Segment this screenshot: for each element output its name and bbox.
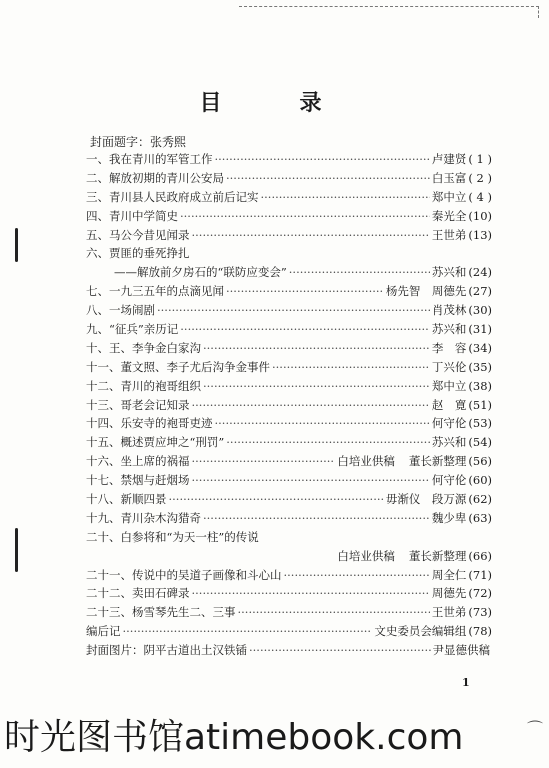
toc-entry[interactable]: 十五、概述贾应坤之“刑罚” ····· 苏兴和 (54): [86, 434, 492, 453]
table-of-contents: [86, 151, 492, 661]
toc-entry[interactable]: 二十二、卖田石碑录 ····· 周德先 (72): [86, 585, 492, 604]
binding-mark: [15, 528, 18, 572]
toc-entry[interactable]: 五、马公今昔见闻录 ····· 王世弟 (13): [86, 227, 492, 246]
toc-entry[interactable]: 封面图片：阴平古道出土汉铁锸 ····· 尹显德供稿: [86, 642, 492, 661]
toc-entry[interactable]: 十、王、李争金白家沟 ····· 李 容 (34): [86, 340, 492, 359]
decorative-mark: ⌒: [526, 719, 543, 738]
toc-entry[interactable]: 白培业供稿 董长新整理 (66): [337, 548, 492, 563]
toc-entry[interactable]: 六、贾匪的垂死挣扎: [86, 246, 190, 261]
page-edge-dashes: [239, 6, 539, 7]
toc-entry[interactable]: ——解放前夕房石的“联防应变会” ····· 苏兴和 (24): [86, 264, 492, 283]
toc-entry[interactable]: 十四、乐安寺的袍哥吏迹 ····· 何守伦 (53): [86, 415, 492, 434]
page-title: 目 录: [199, 91, 350, 116]
toc-entry[interactable]: 二十一、传说中的吴道子画像和斗心山 ····· 周全仁 (71): [86, 567, 492, 586]
page-edge-dashes-side: [538, 6, 539, 18]
toc-entry[interactable]: 七、一九三五年的点滴见闻 ····· 杨先智 周德先 (27): [86, 283, 492, 302]
toc-entry[interactable]: 编后记 ····· 文史委员会编辑组 (78): [86, 623, 492, 642]
page-number: 1: [462, 676, 470, 689]
toc-entry[interactable]: 四、青川中学简史 ····· 秦光全 (10): [86, 208, 492, 227]
toc-entry[interactable]: 二十三、杨雪琴先生二、三事 ····· 王世弟 (73): [86, 604, 492, 623]
watermark-text: 时光图书馆atimebook.com: [4, 717, 464, 758]
toc-entry[interactable]: 十八、新顺四景 ····· 毋渐仪 段万源 (62): [86, 491, 492, 510]
toc-entry[interactable]: 一、我在青川的军管工作 ····· 卢建贤 ( 1 ): [86, 151, 492, 170]
toc-entry[interactable]: 八、一场闹剧 ····· 肖茂林 (30): [86, 302, 492, 321]
toc-entry[interactable]: 十七、禁烟与赶烟场 ····· 何守伦 (60): [86, 472, 492, 491]
toc-entry[interactable]: 十三、哥老会记知录 ····· 赵 寛 (51): [86, 397, 492, 416]
toc-entry[interactable]: 十九、青川杂木沟猎奇 ····· 魏少卑 (63): [86, 510, 492, 529]
toc-entry[interactable]: 十一、董文照、李子尤后沟争金事件 ····· 丁兴伦 (35): [86, 359, 492, 378]
toc-entry[interactable]: 三、青川县人民政府成立前后记实 ····· 郑中立 ( 4 ): [86, 189, 492, 208]
toc-entry[interactable]: 二十、白参将和“为天一柱”的传说: [86, 529, 259, 544]
toc-entry[interactable]: 二、解放初期的青川公安局 ····· 白玉富 ( 2 ): [86, 170, 492, 189]
binding-mark: [15, 228, 18, 262]
toc-entry[interactable]: 十六、坐上席的祸福 ····· 白培业供稿 董长新整理 (56): [86, 453, 492, 472]
toc-entry[interactable]: 十二、青川的袍哥组织 ····· 郑中立 (38): [86, 378, 492, 397]
toc-entry[interactable]: 九、“征兵”亲历记 ····· 苏兴和 (31): [86, 321, 492, 340]
cover-inscription: 封面题字：张秀熙: [90, 135, 187, 149]
